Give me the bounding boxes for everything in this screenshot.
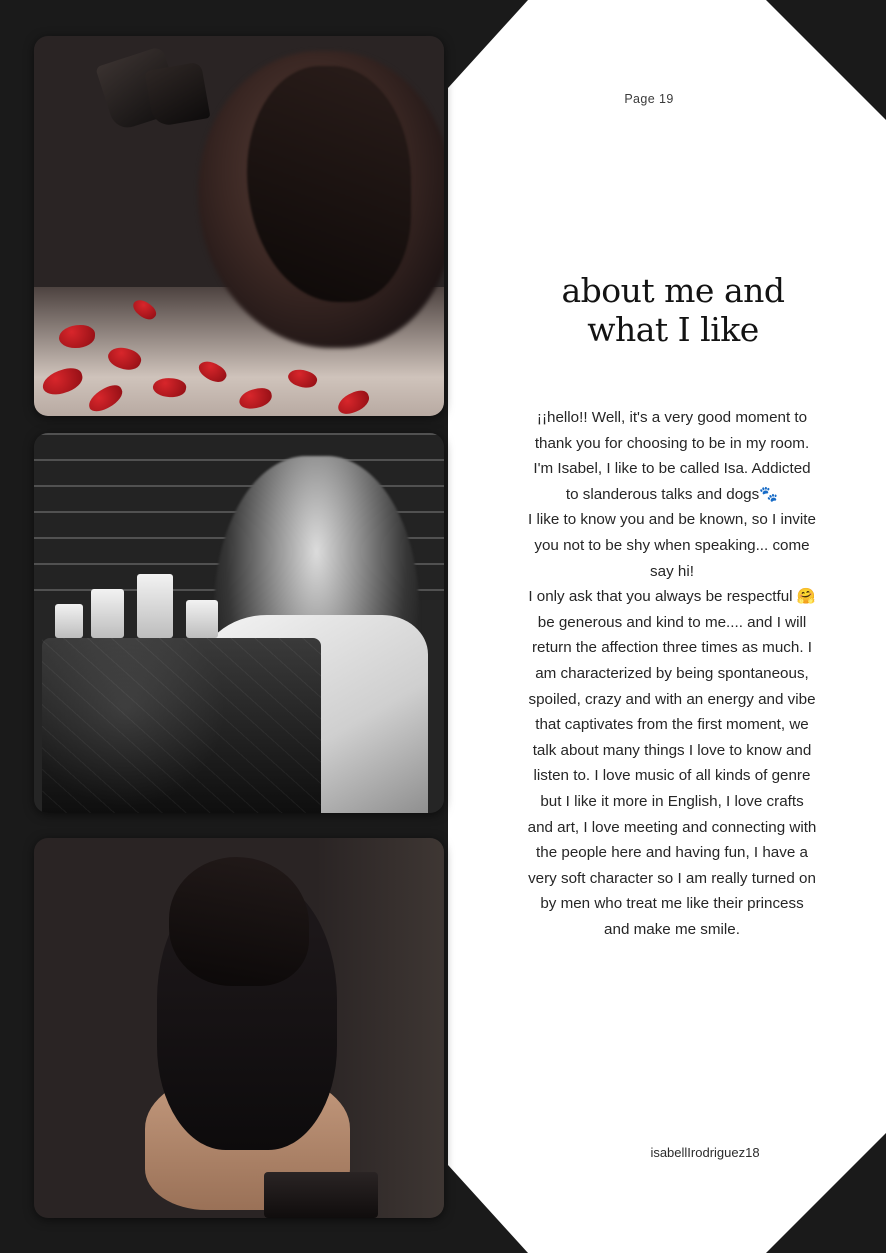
page-number: Page 19 bbox=[624, 92, 674, 106]
photo-black-and-white-candles bbox=[34, 433, 444, 813]
photo-black-bodysuit bbox=[34, 838, 444, 1218]
page-title-line-1: about me and bbox=[561, 271, 785, 310]
about-me-body bbox=[527, 405, 817, 942]
social-handle: isabellIrodriguez18 bbox=[650, 1145, 760, 1160]
photo-3-hair bbox=[169, 857, 308, 986]
paragraph-1: ¡¡hello!! Well, it's a very good moment to thank you for choosing to be in my room. bbox=[534, 409, 810, 452]
photo-boudoir-red-petals bbox=[34, 36, 444, 416]
photo-3-stool bbox=[264, 1172, 379, 1218]
photo-3-image bbox=[34, 838, 444, 1218]
photo-1-heel-right bbox=[144, 62, 210, 128]
photo-2-table bbox=[42, 638, 321, 813]
paragraph-4: I only ask that you always be respectful 🤗 be generous and kind to me.... and I will return the affection three times as much. I am characterized by being spontaneous, spoiled, crazy and with an energy and vibe that captivates from the first moment, we talk about many things I love to know and listen to. I love music of all kinds of genre but I like it more in English, I love crafts and art, I love meeting and connecting with the people here and having fun, I have a very soft character so I am really turned on by men who treat me like their princess and make me smile. bbox=[527, 588, 817, 938]
page-title bbox=[493, 272, 853, 350]
candle bbox=[91, 589, 124, 638]
paragraph-2: I'm Isabel, I like to be called Isa. Addicted to slanderous talks and dogs🐾 bbox=[533, 460, 811, 503]
page-title-line-2: what I like bbox=[587, 309, 759, 349]
candle bbox=[137, 574, 174, 639]
paragraph-3: I like to know you and be known, so I invite you not to be shy when speaking... come say hi! bbox=[528, 511, 816, 580]
photo-1-image bbox=[34, 36, 444, 416]
candle bbox=[186, 600, 219, 638]
candle bbox=[55, 604, 84, 638]
photo-2-image bbox=[34, 433, 444, 813]
